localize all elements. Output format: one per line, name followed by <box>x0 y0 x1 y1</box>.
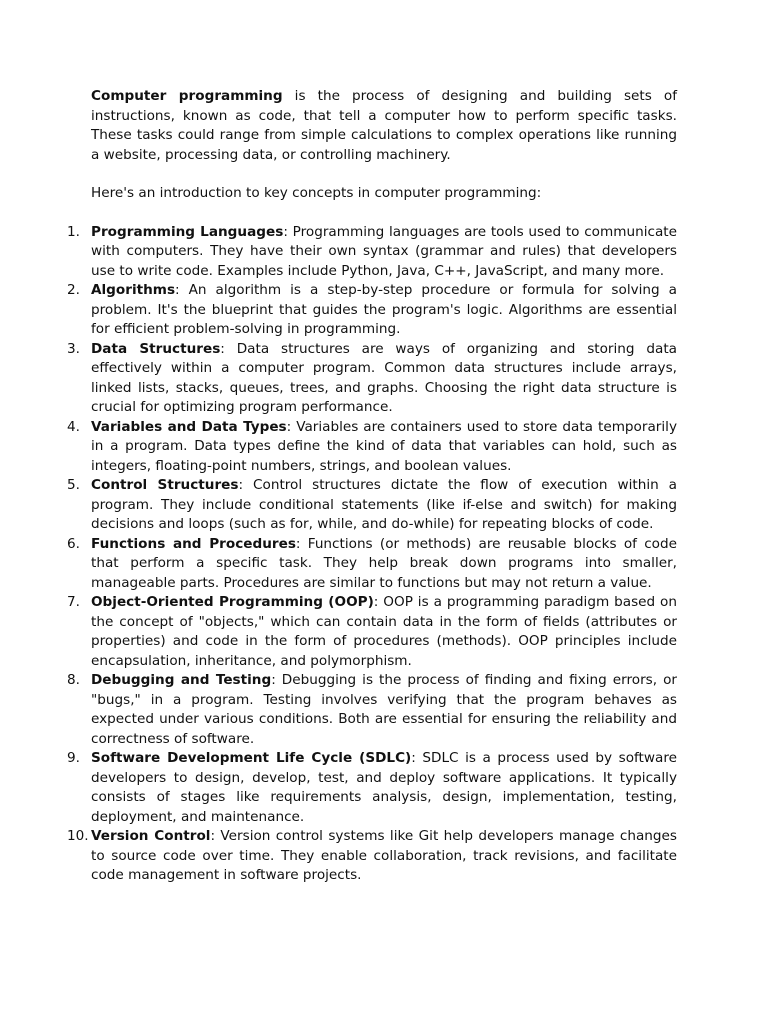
intro-text: is the process of designing and building sets of instructions, known as code, that tell a computer how to perform specific tasks. These tasks could range from simple calculations to complex operations like running a website, processing data, or controlling machinery. <box>91 88 677 163</box>
list-item-term: Object-Oriented Programming (OOP) <box>91 594 374 610</box>
list-item <box>67 593 677 671</box>
list-item-term: Data Structures <box>91 340 221 357</box>
list-number: 1. <box>67 223 80 240</box>
list-number: 6. <box>67 535 80 552</box>
list-item-term: Debugging and Testing <box>91 672 272 688</box>
lead-paragraph: Here's an introduction to key concepts in computer programming: <box>91 185 542 201</box>
list-item <box>67 671 677 749</box>
document-page <box>67 87 677 886</box>
list-number: 9. <box>67 750 80 766</box>
intro-paragraph <box>91 87 677 165</box>
list-item-term: Software Development Life Cycle (SDLC) <box>91 750 412 766</box>
list-item-term: Programming Languages <box>91 223 284 240</box>
list-item-term: Variables and Data Types <box>91 418 287 435</box>
list-item <box>67 749 677 827</box>
list-item-text: : An algorithm is a step-by-step procedure or formula for solving a problem. It's the blueprint that guides the program's logic. Algorithms are essential for efficient problem-solving in programming. <box>91 282 677 337</box>
list-item <box>67 340 677 418</box>
list-number: 7. <box>67 594 80 610</box>
list-number: 4. <box>67 418 80 435</box>
list-item <box>67 476 677 535</box>
list-item-text: : Debugging is the process of finding and fixing errors, or "bugs," in a program. Testing involves verifying that the program behaves as expected under various conditions. Both are essential for ensuring the reliability and correctness of software. <box>91 672 677 747</box>
list-item-text: : Version control systems like Git help developers manage changes to source code over time. They enable collaboration, track revisions, and facilitate code management in software projects. <box>91 828 677 883</box>
list-item-term: Control Structures <box>91 477 239 493</box>
list-number: 8. <box>67 672 80 688</box>
list-item-text: : SDLC is a process used by software developers to design, develop, test, and deploy software applications. It typically consists of stages like requirements analysis, design, implementation, testing, deployment, and maintenance. <box>91 750 677 825</box>
list-number: 2. <box>67 282 80 298</box>
list-item-term: Algorithms <box>91 282 176 298</box>
list-number: 3. <box>67 340 80 357</box>
list-item-term: Functions and Procedures <box>91 535 296 552</box>
list-item <box>67 535 677 594</box>
list-item-text: : Data structures are ways of organizing and storing data effectively within a computer program. Common data structures include arrays, linked lists, stacks, queues, trees, and graphs. Choosing the right data structure is crucial for optimizing program performance. <box>91 340 677 415</box>
list-item-text: : OOP is a programming paradigm based on the concept of "objects," which can contain data in the form of fields (attributes or properties) and code in the form of procedures (methods). OOP principles include encapsulation, inheritance, and polymorphism. <box>91 594 677 669</box>
list-item-text: : Control structures dictate the flow of execution within a program. They include conditional statements (like if-else and switch) for making decisions and loops (such as for, while, and do-while) for repeating blocks of code. <box>91 477 677 532</box>
list-item-text: : Programming languages are tools used to communicate with computers. They have their own syntax (grammar and rules) that developers use to write code. Examples include Python, Java, C++, JavaScript, and many more. <box>91 223 677 279</box>
list-item-text: : Functions (or methods) are reusable blocks of code that perform a specific task. They help break down programs into smaller, manageable parts. Procedures are similar to functions but may not return a value. <box>91 535 677 591</box>
list-number: 10. <box>67 828 89 844</box>
list-item <box>67 223 677 282</box>
list-item <box>67 827 677 886</box>
list-number: 5. <box>67 477 80 493</box>
list-item-term: Version Control <box>91 828 211 844</box>
list-item <box>67 418 677 477</box>
list-item-text: : Variables are containers used to store data temporarily in a program. Data types define the kind of data that variables can hold, such as integers, floating-point numbers, strings, and boolean values. <box>91 418 677 474</box>
list-item <box>67 281 677 340</box>
intro-term: Computer programming <box>91 88 283 104</box>
concept-list <box>67 223 677 886</box>
